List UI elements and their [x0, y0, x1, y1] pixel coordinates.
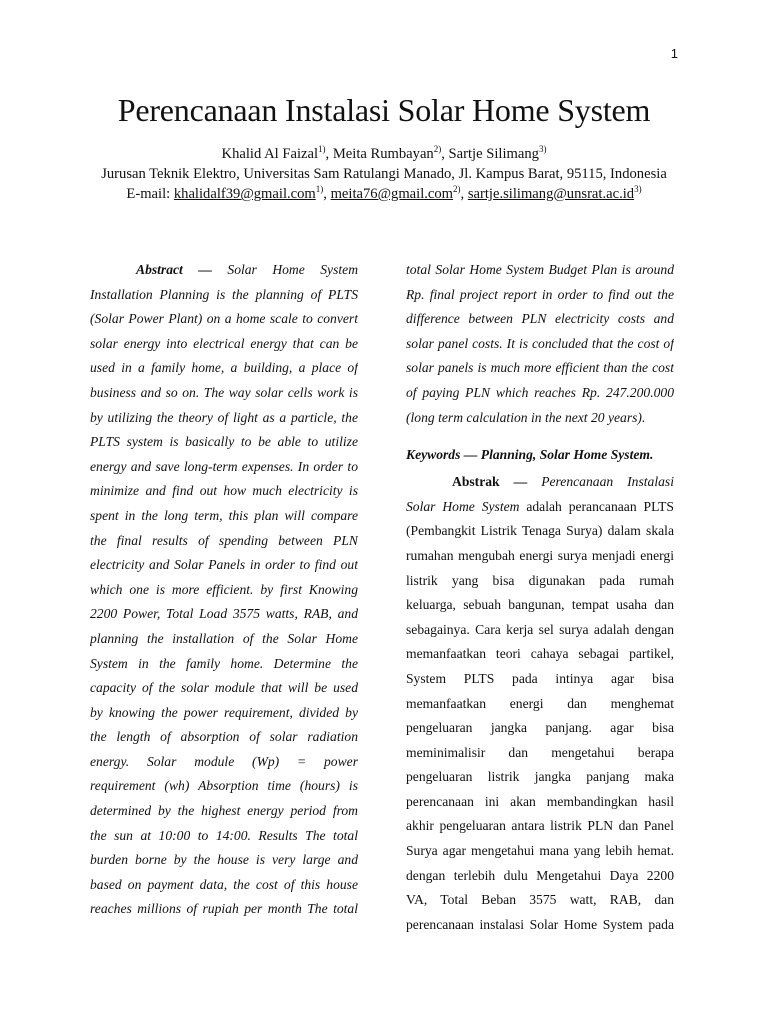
text-line: of paying PLN which reaches Rp. 247.200.000: [406, 384, 674, 400]
text-line: solar panel costs. It is concluded that the cost of: [406, 335, 674, 351]
text-line: the sun at 10:00 to 14:00. Results The total: [90, 827, 358, 843]
text-line: difference between PLN electricity costs and: [406, 311, 674, 327]
text-line: the final results of spending between PLN: [90, 532, 358, 548]
paper-title: Perencanaan Instalasi Solar Home System: [117, 92, 651, 128]
abstract-dash: —: [198, 262, 212, 277]
text-line: keluarga, sebuah bangunan, tempat usaha dan: [406, 597, 674, 613]
email-mark: 2): [453, 184, 461, 194]
author-name: Meita Rumbayan: [332, 146, 434, 162]
text-line: Surya agar mengetahui mana yang lebih hemat.: [406, 843, 674, 859]
text-line: determined by the highest energy period from: [90, 803, 358, 819]
text-line: PLTS system is basically to be able to utilize: [90, 434, 358, 450]
text-line: solar panels is much more efficient than the cost: [406, 360, 674, 376]
text-line: pengeluaran jangka panjang. agar bisa: [406, 720, 674, 736]
abstrak-second-line: [406, 495, 674, 520]
abstrak-italic-term: Solar Home System: [406, 498, 520, 514]
text-line: (Solar Power Plant) on a home scale to convert: [90, 311, 358, 327]
abstrak-second-text: adalah perancanaan PLTS: [526, 498, 674, 514]
text-line: sebagainya. Cara kerja sel surya adalah dengan: [406, 621, 674, 637]
keywords: Keywords — Planning, Solar Home System.: [406, 447, 654, 463]
text-line: Rp. final project report in order to find out the: [406, 286, 674, 302]
text-line: used in a family home, a building, a place of: [90, 360, 358, 376]
text-line: System PLTS pada intinya agar bisa: [406, 670, 674, 686]
text-line: (Pembangkit Listrik Tenaga Surya) dalam skala: [406, 523, 674, 539]
text-line: reaches millions of rupiah per month The total: [90, 901, 358, 917]
email-link[interactable]: khalidalf39@gmail.com: [173, 186, 316, 202]
text-line: memanfaatkan teori cahaya sebagai partikel,: [406, 646, 674, 662]
author-mark: 2): [433, 144, 442, 154]
text-line: planning the installation of the Solar Home: [90, 630, 358, 646]
abstrak-first-line: [406, 470, 674, 495]
abstrak-first-text: Perencanaan Instalasi: [541, 474, 674, 490]
text-line: energy and save long-term expenses. In order to: [90, 458, 358, 474]
author-name: Sartje Silimang: [448, 146, 539, 162]
text-line: the length of absorption of solar radiation: [90, 729, 358, 745]
text-line: (long term calculation in the next 20 years).: [406, 409, 646, 425]
affiliation: Jurusan Teknik Elektro, Universitas Sam Ratulangi Manado, Jl. Kampus Barat, 95115, Indonesia: [101, 166, 667, 182]
text-line: requirement (wh) Absorption time (hours) is: [90, 778, 358, 794]
text-line: business and so on. The way solar cells work is: [90, 384, 358, 400]
abstrak-heading: Abstrak: [452, 474, 500, 490]
text-line: rumahan mengubah energi surya menjadi energi: [406, 547, 674, 563]
text-line: listrik yang bisa digunakan pada rumah: [406, 572, 674, 588]
abstract-first-text: Solar Home System: [227, 262, 358, 277]
page-number: 1: [670, 46, 678, 61]
email-mark: 1): [315, 184, 324, 194]
text-line: by knowing the power requirement, divided by: [90, 704, 358, 720]
text-line: energy. Solar module (Wp) = power: [90, 753, 358, 769]
text-line: electricity and Solar Panels in order to find out: [90, 557, 358, 573]
text-line: akhir pengeluaran antara listrik PLN dan Panel: [406, 818, 674, 834]
email-mark: 3): [634, 184, 642, 194]
abstract-first-line: [90, 258, 358, 283]
author-list: Khalid Al Faizal$^{1)}$, Meita Rumbayan$^{2)}$, Sartje Silimang$^{3)}$: [221, 144, 547, 162]
text-line: pengeluaran listrik jangka panjang maka: [406, 769, 674, 785]
text-line: solar energy into electrical energy that can be: [90, 335, 358, 351]
text-line: Installation Planning is the planning of PLTS: [90, 286, 358, 302]
text-line: VA, Total Beban 3575 watt, RAB, dan: [406, 892, 674, 908]
email-link[interactable]: meita76@gmail.com: [330, 186, 454, 202]
text-line: meminimalisir dan mengetahui berapa: [406, 744, 674, 760]
text-line: spent in the long term, this plan will compare: [90, 507, 358, 523]
text-line: based on payment data, the cost of this house: [90, 876, 358, 892]
author-mark: 3): [538, 144, 547, 154]
text-line: perencanaan ini akan membandingkan hasil: [406, 793, 674, 809]
email-link[interactable]: sartje.silimang@unsrat.ac.id: [467, 186, 635, 202]
abstract-en-continued: [406, 258, 674, 430]
author-name: Khalid Al Faizal: [221, 146, 319, 162]
author-mark: 1): [318, 144, 326, 154]
text-line: minimize and find out how much electricity is: [90, 483, 358, 499]
text-line: dengan terlebih dulu Mengetahui Daya 2200: [406, 867, 674, 883]
email-line: E-mail: khalidalf39@gmail.com$^{1)}$, meita76@gmail.com$^{2)}$, $sartje.silimang@unsrat.ac.id^{3)}$: [126, 184, 642, 202]
abstract-heading: Abstract: [136, 262, 183, 277]
text-line: burden borne by the house is very large and: [90, 852, 358, 868]
abstrak-body: [406, 519, 674, 937]
text-line: total Solar Home System Budget Plan is around: [406, 262, 674, 277]
left-column: [90, 258, 358, 922]
text-line: by utilizing the theory of light as a particle, the: [90, 409, 358, 425]
abstract-en-body: [90, 283, 358, 922]
text-line: memanfaatkan energi dan menghemat: [406, 695, 674, 711]
text-line: System in the family home. Determine the: [90, 655, 358, 671]
right-column: [406, 258, 674, 937]
text-line: which one is more efficient. by first Knowing: [90, 581, 358, 597]
email-label: E-mail:: [126, 186, 171, 202]
text-line: perencanaan instalasi Solar Home System pada: [406, 916, 674, 932]
text-line: capacity of the solar module that will be used: [90, 680, 358, 696]
text-line: 2200 Power, Total Load 3575 watts, RAB, and: [90, 606, 358, 622]
abstrak-dash: —: [513, 474, 528, 490]
